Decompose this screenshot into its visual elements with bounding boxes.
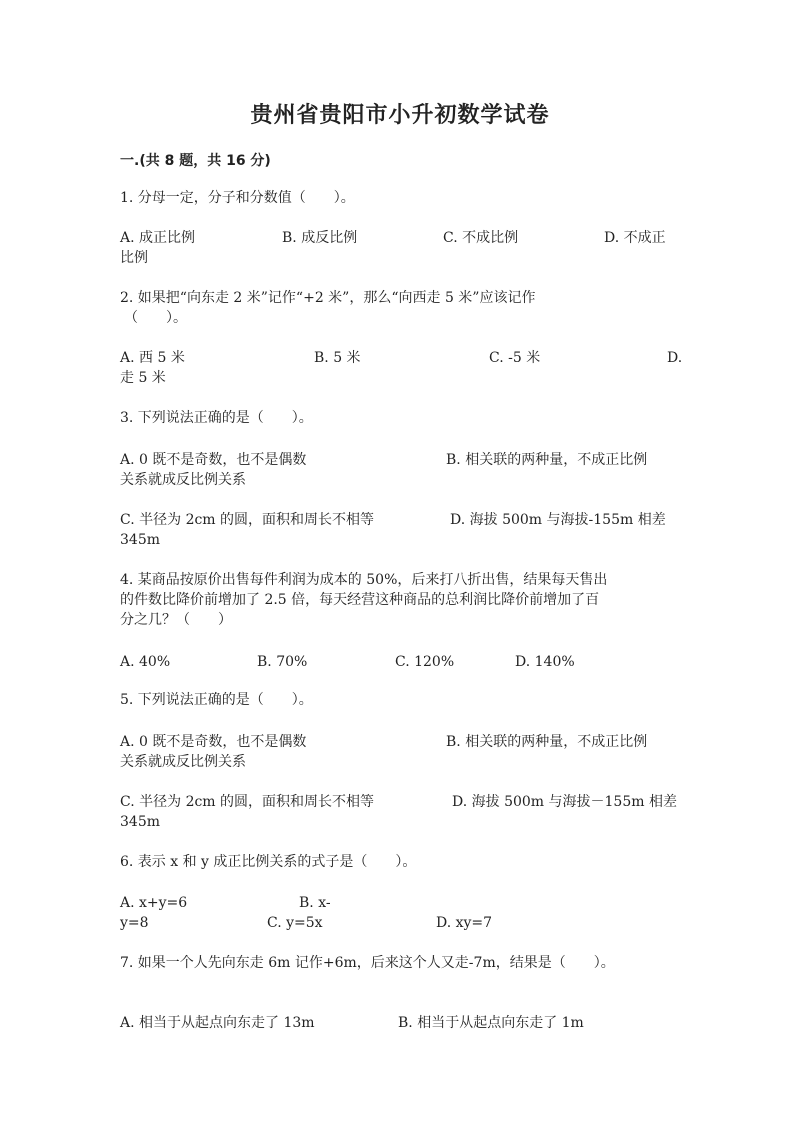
option-c: C. y=5x: [267, 915, 323, 931]
option-b: B. 相关联的两种量，不成正比例: [446, 452, 648, 468]
question-stem-continued: 的件数比降价前增加了 2.5 倍，每天经营这种商品的总利润比降价前增加了百: [120, 592, 600, 608]
question-stem: 4. 某商品按原价出售每件利润为成本的 50%，后来打八折出售，结果每天售出: [120, 572, 608, 588]
section-heading: 一.(共 8 题，共 16 分): [120, 153, 271, 169]
option-c: C. 不成比例: [443, 230, 519, 246]
question-stem-continued: （ ）。: [124, 310, 187, 326]
page-title: 贵州省贵阳市小升初数学试卷: [250, 103, 550, 128]
option-b-continued: y=8: [120, 915, 149, 931]
option-a: A. 0 既不是奇数，也不是偶数: [120, 734, 307, 750]
option-b: B. 70%: [257, 654, 308, 670]
option-d: D. 海拔 500m 与海拔－155m 相差: [452, 794, 677, 810]
option-d-continued: 345m: [120, 814, 160, 830]
option-b: B. 成反比例: [282, 230, 358, 246]
question-stem: 2. 如果把“向东走 2 米”记作“+2 米”，那么“向西走 5 米”应该记作: [120, 290, 536, 306]
option-b: B. 相当于从起点向东走了 1m: [398, 1015, 584, 1031]
question-stem: 1. 分母一定，分子和分数值（ ）。: [120, 190, 355, 206]
option-a: A. 成正比例: [120, 230, 196, 246]
option-d-continued: 345m: [120, 532, 160, 548]
option-a: A. 40%: [120, 654, 171, 670]
option-c: C. 120%: [395, 654, 455, 670]
question-stem: 3. 下列说法正确的是（ ）。: [120, 410, 313, 426]
option-d: D.: [667, 350, 683, 366]
option-c: C. 半径为 2cm 的圆，面积和周长不相等: [120, 794, 375, 810]
option-d-continued: 比例: [120, 250, 148, 266]
option-d: D. 140%: [515, 654, 575, 670]
option-b: B. 相关联的两种量，不成正比例: [446, 734, 648, 750]
option-b-continued: 关系就成反比例关系: [120, 472, 246, 488]
option-c: C. -5 米: [489, 350, 541, 366]
option-d: D. 不成正: [604, 230, 666, 246]
option-a: A. 相当于从起点向东走了 13m: [120, 1015, 315, 1031]
question-stem: 6. 表示 x 和 y 成正比例关系的式子是（ ）。: [120, 854, 417, 870]
option-a: A. x+y=6: [120, 895, 188, 911]
option-d-continued: 走 5 米: [120, 370, 166, 386]
option-a: A. 0 既不是奇数，也不是偶数: [120, 452, 307, 468]
option-b-continued: 关系就成反比例关系: [120, 754, 246, 770]
option-d: D. 海拔 500m 与海拔-155m 相差: [450, 512, 666, 528]
option-c: C. 半径为 2cm 的圆，面积和周长不相等: [120, 512, 375, 528]
option-a: A. 西 5 米: [120, 350, 185, 366]
option-d: D. xy=7: [436, 915, 493, 931]
question-stem: 5. 下列说法正确的是（ ）。: [120, 692, 313, 708]
option-b: B. x-: [299, 895, 331, 911]
question-stem-continued: 分之几？（ ）: [120, 612, 232, 628]
option-b: B. 5 米: [314, 350, 361, 366]
question-stem: 7. 如果一个人先向东走 6m 记作+6m，后来这个人又走-7m，结果是（ ）。: [120, 955, 615, 971]
